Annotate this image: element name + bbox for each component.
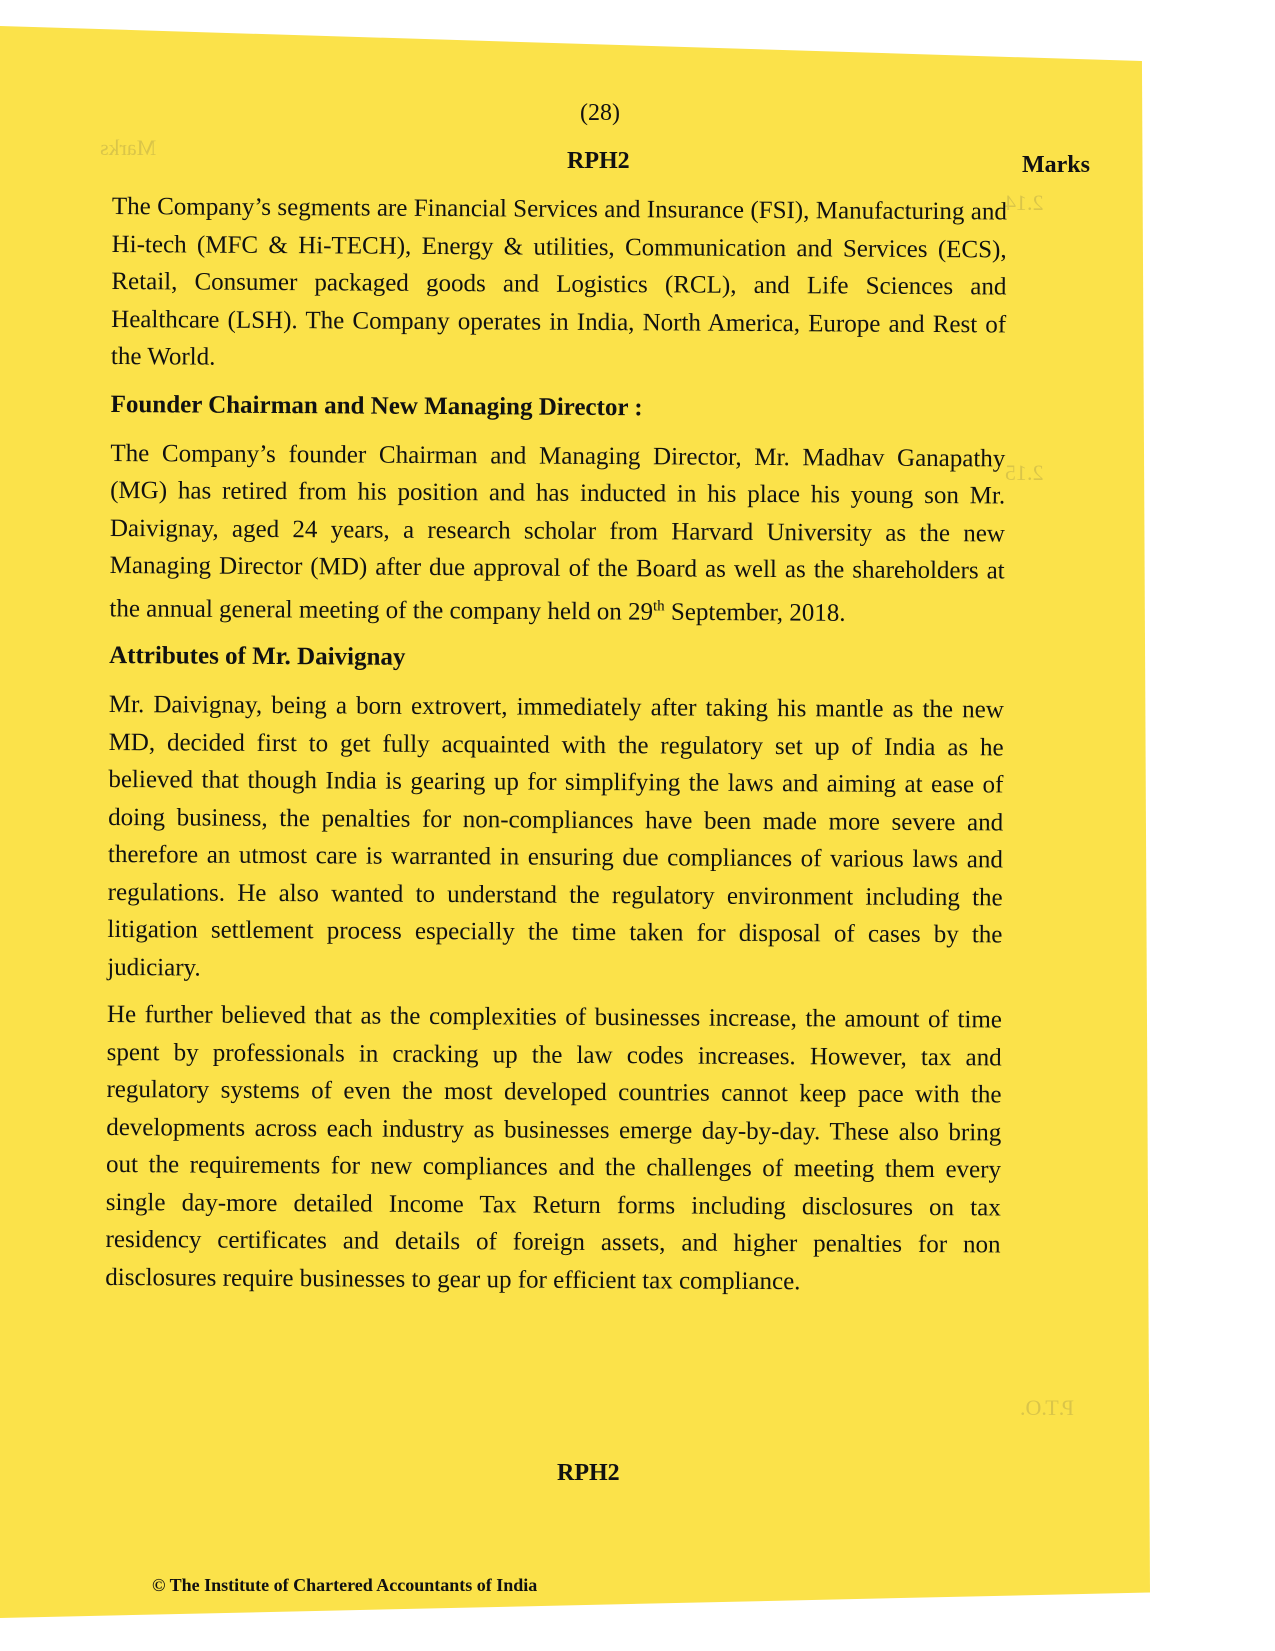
marks-label: Marks	[1022, 152, 1090, 178]
ordinal-suffix: th	[652, 597, 665, 614]
bleed-through-text: 2.15	[1005, 460, 1044, 485]
bleed-through-text: 2.14	[1005, 190, 1044, 215]
paper-code-footer: RPH2	[557, 1460, 620, 1486]
section-heading-attributes: Attributes of Mr. Daivignay	[109, 642, 406, 672]
founder-text-end: September, 2018.	[664, 598, 846, 627]
copyright-notice: © The Institute of Chartered Accountants of India	[152, 1575, 538, 1595]
bleed-through-text: P.T.O.	[1020, 1395, 1074, 1420]
founder-paragraph	[109, 434, 1005, 632]
segments-paragraph: The Company’s segments are Financial Services and Insurance (FSI), Manufacturing and Hi-tech (MFC & Hi-TECH), Energy & utilities, Communication and Services (ECS), Retail, Consumer packaged goods and Logistics (RCL), and Life Sciences and Healthcare (LSH). The Company operates in India, North America, Europe and Rest of the World.	[110, 192, 1007, 371]
founder-text: The Company’s founder Chairman and Managing Director, Mr. Madhav Ganapathy (MG) has retired from his position and has inducted in his place his young son Mr. Daivignay, aged 24 years, a research scholar from Harvard University as the new Managing Director (MD) after due approval of the Board as well as the shareholders at the annual general meeting of the company held on 29	[109, 439, 1006, 626]
bleed-through-text: Marks	[100, 135, 157, 160]
page-number: (28)	[580, 100, 620, 126]
attributes-paragraph: Mr. Daivignay, being a born extrovert, immediately after taking his mantle as the new MD, decided first to get fully acquainted with the regulatory set up of India as he believed that though India is gearing up for simplifying the laws and aiming at ease of doing business, the penalties for non-compliances have been made more severe and therefore an utmost care is warranted in ensuring due compliances of various laws and regulations. He also wanted to understand the regulatory environment including the litigation settlement process especially the time taken for disposal of cases by the judiciary.	[107, 691, 1004, 982]
paper-code-header: RPH2	[567, 148, 630, 174]
section-heading-founder: Founder Chairman and New Managing Director :	[110, 390, 643, 421]
document-body	[105, 188, 1007, 1312]
complexities-paragraph: He further believed that as the complexities of businesses increase, the amount of time spent by professionals in cracking up the law codes increases. However, tax and regulatory systems of even the most developed countries cannot keep pace with the developments across each industry as businesses emerge day-by-day. These also bring out the requirements for new compliances and the challenges of meeting them every single day-more detailed Income Tax Return forms including disclosures on tax residency certificates and details of foreign assets, and higher penalties for non disclosures require businesses to gear up for efficient tax compliance.	[105, 1001, 1003, 1296]
